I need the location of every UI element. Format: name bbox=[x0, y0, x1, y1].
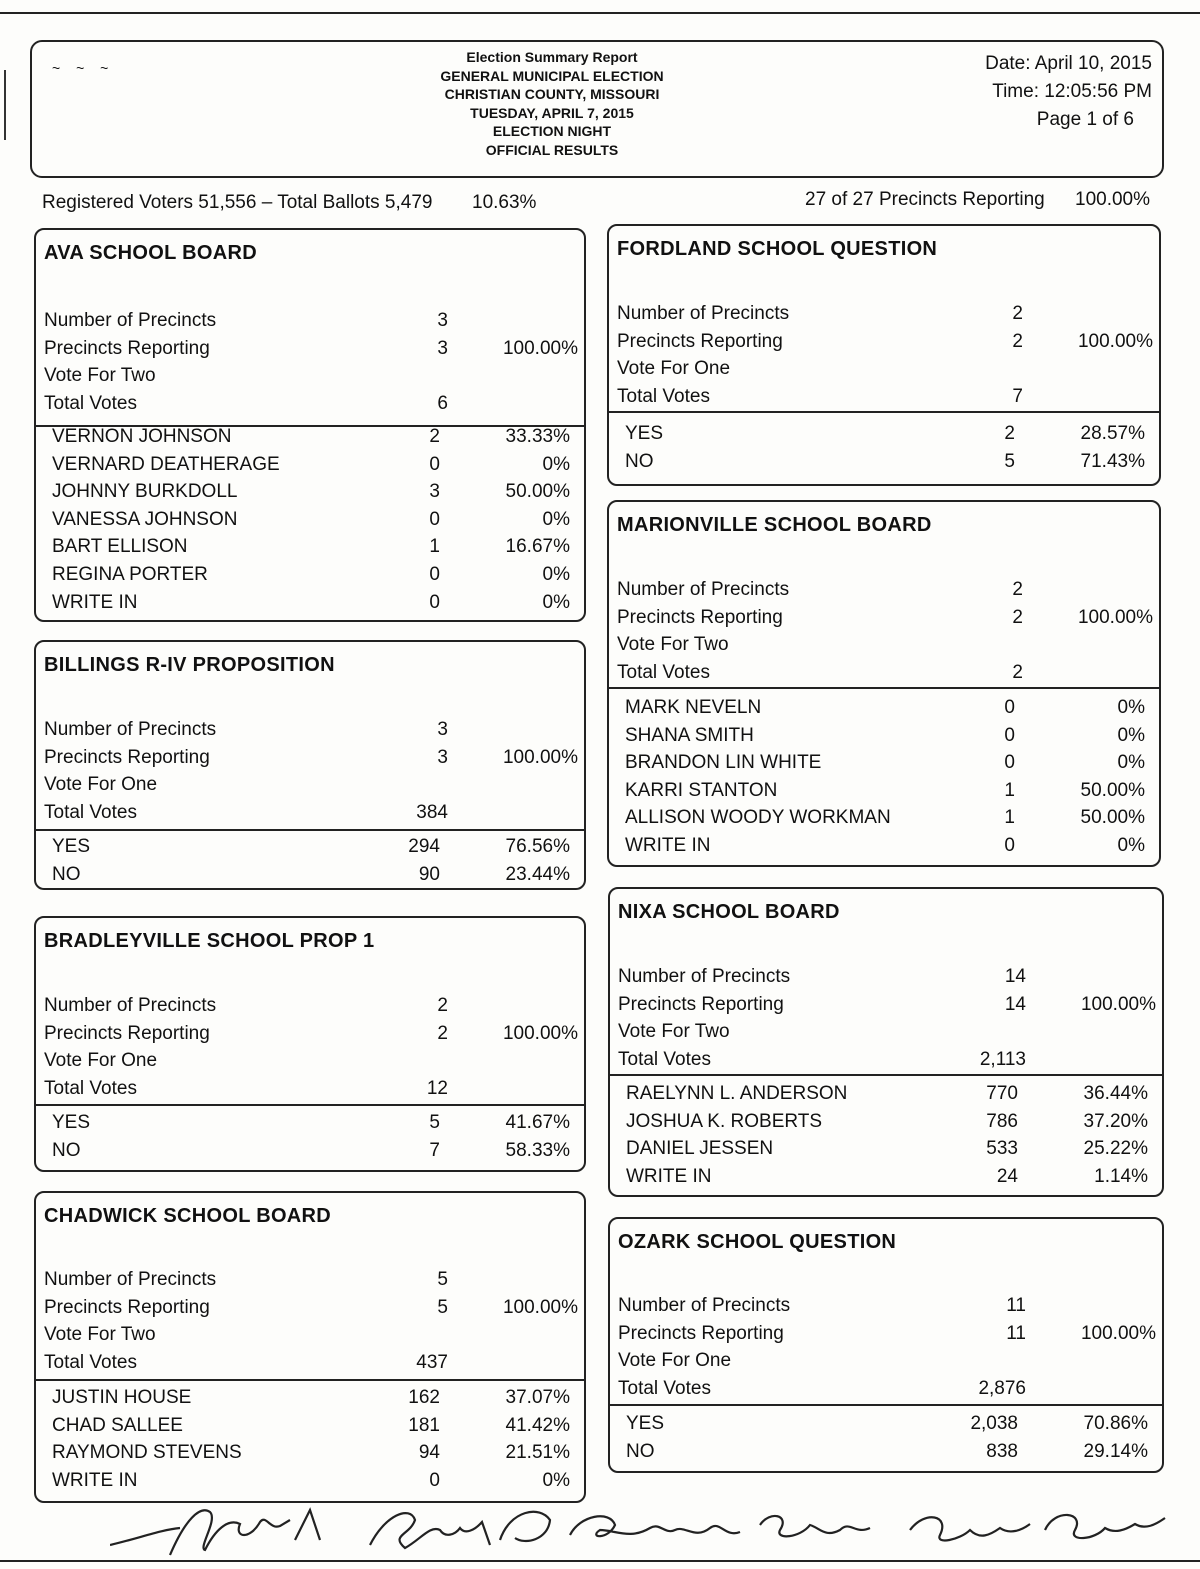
stat-value: 11 bbox=[1006, 1295, 1026, 1316]
stat-label: Number of Precincts bbox=[44, 1269, 217, 1290]
results-divider bbox=[36, 1104, 584, 1106]
vote-percent: 50.00% bbox=[1080, 807, 1145, 829]
report-header bbox=[30, 40, 1164, 178]
vote-count: 0 bbox=[429, 564, 440, 585]
result-row bbox=[52, 479, 570, 505]
stat-row bbox=[618, 1293, 1156, 1319]
vote-percent: 50.00% bbox=[505, 481, 570, 503]
stat-value: 3 bbox=[437, 310, 448, 331]
contest-title: MARIONVILLE SCHOOL BOARD bbox=[617, 514, 932, 536]
stat-label: Number of Precincts bbox=[618, 1295, 791, 1316]
vote-count: 0 bbox=[429, 508, 440, 530]
stat-label: Vote For Two bbox=[44, 365, 156, 387]
choice-name: MARK NEVELN bbox=[625, 697, 762, 718]
stat-row bbox=[44, 363, 578, 389]
contest-title: FORDLAND SCHOOL QUESTION bbox=[617, 238, 938, 260]
stat-value: 2,113 bbox=[979, 1048, 1026, 1070]
vote-percent: 0% bbox=[1117, 752, 1145, 774]
stat-row bbox=[618, 1019, 1156, 1045]
result-row bbox=[52, 507, 570, 533]
stat-label: Vote For One bbox=[44, 774, 158, 796]
stat-percent: 100.00% bbox=[502, 746, 578, 768]
vote-percent: 37.20% bbox=[1083, 1110, 1148, 1132]
vote-percent: 33.33% bbox=[505, 426, 570, 447]
vote-count: 7 bbox=[429, 1139, 440, 1161]
vote-count: 2 bbox=[429, 426, 440, 447]
stat-row bbox=[617, 605, 1153, 631]
election-name: GENERAL MUNICIPAL ELECTION bbox=[440, 67, 664, 84]
choice-name: REGINA PORTER bbox=[52, 564, 208, 585]
stat-percent: 100.00% bbox=[1077, 330, 1153, 352]
result-row bbox=[52, 1110, 570, 1136]
stat-row bbox=[44, 1076, 578, 1102]
result-row bbox=[52, 424, 570, 450]
stat-label: Number of Precincts bbox=[617, 303, 790, 324]
vote-count: 3 bbox=[429, 481, 440, 503]
stat-label: Number of Precincts bbox=[44, 310, 217, 331]
result-row bbox=[52, 1440, 570, 1466]
vote-count: 1 bbox=[1004, 807, 1015, 829]
stat-row bbox=[618, 1321, 1156, 1347]
choice-name: YES bbox=[52, 1112, 91, 1133]
result-row bbox=[52, 1468, 570, 1494]
stat-label: Precincts Reporting bbox=[618, 993, 784, 1015]
vote-count: 1 bbox=[429, 536, 440, 558]
stat-percent: 100.00% bbox=[502, 1022, 578, 1044]
contest-title: BRADLEYVILLE SCHOOL PROP 1 bbox=[44, 930, 375, 952]
result-row bbox=[52, 1138, 570, 1164]
stat-row bbox=[44, 1021, 578, 1047]
vote-count: 0 bbox=[1004, 752, 1015, 774]
vote-percent: 0% bbox=[1117, 835, 1145, 856]
stat-value: 14 bbox=[1004, 966, 1026, 987]
choice-name: BRANDON LIN WHITE bbox=[625, 752, 822, 774]
choice-name: VERNARD DEATHERAGE bbox=[52, 453, 280, 475]
stat-percent: 100.00% bbox=[1077, 606, 1153, 628]
result-row bbox=[626, 1109, 1148, 1135]
vote-count: 0 bbox=[1004, 697, 1015, 718]
vote-count: 2 bbox=[1004, 423, 1015, 444]
result-row bbox=[625, 805, 1145, 831]
vote-count: 533 bbox=[986, 1138, 1018, 1160]
results-divider bbox=[609, 687, 1159, 689]
stat-value: 11 bbox=[1006, 1322, 1026, 1344]
stat-row bbox=[44, 391, 578, 417]
choice-name: JOHNNY BURKDOLL bbox=[52, 481, 238, 503]
vote-count: 1 bbox=[1004, 779, 1015, 801]
stat-label: Vote For One bbox=[618, 1350, 732, 1372]
vote-count: 0 bbox=[429, 1469, 440, 1491]
stat-value: 2 bbox=[1012, 303, 1023, 324]
results-divider bbox=[610, 1404, 1162, 1406]
results-status: OFFICIAL RESULTS bbox=[485, 141, 619, 158]
stat-label: Vote For One bbox=[44, 1050, 158, 1072]
stat-label: Total Votes bbox=[44, 801, 137, 823]
stat-label: Precincts Reporting bbox=[44, 337, 210, 359]
stat-value: 2 bbox=[437, 995, 448, 1016]
stat-percent: 100.00% bbox=[1080, 1322, 1156, 1344]
vote-percent: 0% bbox=[542, 1469, 570, 1491]
stat-label: Total Votes bbox=[618, 1377, 711, 1399]
result-row bbox=[52, 834, 570, 860]
vote-percent: 41.42% bbox=[505, 1414, 570, 1436]
contest-section bbox=[34, 1191, 586, 1503]
bottom-rule bbox=[0, 1560, 1200, 1562]
stat-label: Total Votes bbox=[44, 1077, 137, 1099]
result-row bbox=[52, 534, 570, 560]
choice-name: SHANA SMITH bbox=[625, 724, 754, 746]
vote-count: 838 bbox=[986, 1440, 1018, 1462]
stat-label: Precincts Reporting bbox=[44, 1022, 210, 1044]
result-row bbox=[626, 1081, 1148, 1107]
result-row bbox=[52, 862, 570, 888]
result-row bbox=[626, 1411, 1148, 1437]
report-type: ELECTION NIGHT bbox=[492, 123, 612, 139]
stat-row bbox=[44, 800, 578, 826]
stat-row bbox=[617, 660, 1153, 686]
vote-count: 770 bbox=[986, 1083, 1018, 1104]
stat-label: Total Votes bbox=[617, 385, 710, 407]
result-row bbox=[52, 1385, 570, 1411]
stat-value: 5 bbox=[437, 1269, 448, 1290]
stat-value: 3 bbox=[437, 337, 448, 359]
stat-label: Number of Precincts bbox=[617, 579, 790, 600]
vote-percent: 58.33% bbox=[505, 1139, 570, 1161]
vote-count: 786 bbox=[986, 1110, 1018, 1132]
vote-count: 5 bbox=[1004, 450, 1015, 472]
stat-value: 2 bbox=[1012, 661, 1023, 683]
choice-name: VANESSA JOHNSON bbox=[52, 508, 238, 530]
election-date: TUESDAY, APRIL 7, 2015 bbox=[470, 104, 634, 121]
contest-title: CHADWICK SCHOOL BOARD bbox=[44, 1205, 332, 1227]
vote-percent: 25.22% bbox=[1083, 1138, 1148, 1160]
report-time: Time: 12:05:56 PM bbox=[992, 81, 1152, 102]
vote-percent: 23.44% bbox=[505, 863, 570, 885]
choice-name: YES bbox=[52, 836, 91, 857]
stat-value: 2,876 bbox=[978, 1377, 1026, 1399]
vote-percent: 71.43% bbox=[1080, 450, 1145, 472]
vote-count: 181 bbox=[408, 1414, 440, 1436]
result-row bbox=[625, 833, 1145, 859]
vote-percent: 0% bbox=[542, 591, 570, 613]
vote-percent: 41.67% bbox=[505, 1112, 570, 1133]
vote-percent: 0% bbox=[1117, 724, 1145, 746]
contest-section bbox=[34, 228, 586, 622]
choice-name: NO bbox=[52, 1139, 81, 1161]
stat-row bbox=[44, 1048, 578, 1074]
precincts-reporting: 27 of 27 Precincts Reporting bbox=[805, 189, 1045, 210]
stat-value: 3 bbox=[437, 719, 448, 740]
stat-label: Vote For One bbox=[617, 358, 731, 380]
stat-value: 2 bbox=[437, 1022, 448, 1044]
results-divider bbox=[36, 829, 584, 831]
vote-count: 90 bbox=[418, 863, 440, 885]
contest-title: BILLINGS R-IV PROPOSITION bbox=[44, 654, 335, 676]
stat-row bbox=[618, 1376, 1156, 1402]
result-row bbox=[625, 695, 1145, 721]
choice-name: CHAD SALLEE bbox=[52, 1414, 183, 1436]
choice-name: BART ELLISON bbox=[52, 536, 188, 558]
report-title: Election Summary Report bbox=[466, 49, 638, 65]
choice-name: NO bbox=[625, 450, 654, 472]
top-rule bbox=[0, 0, 1200, 14]
stat-label: Total Votes bbox=[44, 392, 137, 414]
stat-label: Number of Precincts bbox=[618, 966, 791, 987]
turnout-percent: 10.63% bbox=[472, 192, 537, 213]
stat-row bbox=[618, 1348, 1156, 1374]
choice-name: ALLISON WOODY WORKMAN bbox=[625, 807, 891, 829]
vote-count: 5 bbox=[429, 1112, 440, 1133]
choice-name: RAYMOND STEVENS bbox=[52, 1442, 242, 1464]
choice-name: VERNON JOHNSON bbox=[52, 426, 232, 447]
stat-label: Precincts Reporting bbox=[44, 1296, 210, 1318]
stat-value: 2 bbox=[1012, 606, 1023, 628]
vote-count: 24 bbox=[996, 1165, 1018, 1187]
stat-value: 437 bbox=[416, 1351, 448, 1373]
contest-title: AVA SCHOOL BOARD bbox=[44, 242, 257, 264]
choice-name: NO bbox=[626, 1440, 655, 1462]
result-row bbox=[625, 778, 1145, 804]
result-row bbox=[625, 449, 1145, 475]
vote-percent: 0% bbox=[542, 564, 570, 585]
report-title-block bbox=[332, 48, 772, 159]
stat-row bbox=[44, 1267, 578, 1293]
stat-row bbox=[44, 308, 578, 334]
stat-value: 384 bbox=[416, 801, 448, 823]
stat-row bbox=[44, 745, 578, 771]
result-row bbox=[625, 723, 1145, 749]
results-divider bbox=[36, 1379, 584, 1381]
stat-value: 5 bbox=[437, 1296, 448, 1318]
stat-label: Vote For Two bbox=[617, 634, 729, 656]
result-row bbox=[625, 421, 1145, 447]
choice-name: WRITE IN bbox=[52, 591, 138, 613]
contest-title: OZARK SCHOOL QUESTION bbox=[618, 1231, 897, 1253]
vote-percent: 29.14% bbox=[1083, 1440, 1148, 1462]
stat-label: Total Votes bbox=[617, 661, 710, 683]
contest-title: NIXA SCHOOL BOARD bbox=[618, 901, 840, 923]
contest-section bbox=[34, 916, 586, 1172]
contest-section bbox=[608, 887, 1164, 1197]
contest-section bbox=[34, 640, 586, 890]
stat-row bbox=[617, 384, 1153, 410]
results-divider bbox=[609, 411, 1159, 413]
stat-percent: 100.00% bbox=[1080, 993, 1156, 1015]
stat-label: Precincts Reporting bbox=[618, 1322, 784, 1344]
result-row bbox=[626, 1136, 1148, 1162]
stat-row bbox=[44, 1322, 578, 1348]
result-row bbox=[52, 590, 570, 616]
stat-label: Number of Precincts bbox=[44, 995, 217, 1016]
vote-count: 0 bbox=[1004, 724, 1015, 746]
stat-row bbox=[44, 993, 578, 1019]
choice-name: WRITE IN bbox=[626, 1165, 712, 1187]
stat-label: Precincts Reporting bbox=[617, 606, 783, 628]
result-row bbox=[52, 452, 570, 478]
choice-name: WRITE IN bbox=[625, 835, 711, 856]
vote-percent: 1.14% bbox=[1094, 1165, 1148, 1187]
stat-row bbox=[617, 632, 1153, 658]
vote-count: 0 bbox=[429, 591, 440, 613]
stat-label: Precincts Reporting bbox=[44, 746, 210, 768]
vote-percent: 28.57% bbox=[1080, 423, 1145, 444]
vote-count: 162 bbox=[408, 1387, 440, 1408]
vote-count: 94 bbox=[418, 1442, 440, 1464]
stat-row bbox=[44, 717, 578, 743]
vote-count: 2,038 bbox=[970, 1413, 1018, 1434]
precincts-reporting-percent: 100.00% bbox=[1075, 189, 1151, 210]
vote-percent: 0% bbox=[542, 453, 570, 475]
vote-percent: 21.51% bbox=[505, 1442, 570, 1464]
vote-percent: 0% bbox=[1117, 697, 1145, 718]
stat-row bbox=[44, 1350, 578, 1376]
choice-name: WRITE IN bbox=[52, 1469, 138, 1491]
county-name: CHRISTIAN COUNTY, MISSOURI bbox=[444, 86, 660, 102]
scan-edge-mark bbox=[4, 70, 6, 140]
contest-section bbox=[607, 500, 1161, 867]
stat-value: 2 bbox=[1012, 330, 1023, 352]
choice-name: YES bbox=[626, 1413, 665, 1434]
results-divider bbox=[610, 1074, 1162, 1076]
stat-value: 6 bbox=[437, 392, 448, 414]
stat-row bbox=[617, 301, 1153, 327]
stat-row bbox=[617, 577, 1153, 603]
stat-row bbox=[44, 772, 578, 798]
choice-name: JOSHUA K. ROBERTS bbox=[626, 1110, 823, 1132]
result-row bbox=[52, 562, 570, 588]
page-number: Page 1 of 6 bbox=[1036, 109, 1134, 130]
result-row bbox=[52, 1413, 570, 1439]
result-row bbox=[625, 750, 1145, 776]
stat-row bbox=[617, 329, 1153, 355]
official-signatures bbox=[110, 1500, 1170, 1560]
stat-label: Vote For Two bbox=[618, 1021, 730, 1043]
stat-value: 7 bbox=[1012, 385, 1023, 407]
vote-percent: 37.07% bbox=[505, 1387, 570, 1408]
choice-name: KARRI STANTON bbox=[625, 779, 778, 801]
stat-row bbox=[618, 1047, 1156, 1073]
contest-section bbox=[608, 1217, 1164, 1473]
result-row bbox=[626, 1439, 1148, 1465]
vote-percent: 36.44% bbox=[1083, 1083, 1148, 1104]
report-date: Date: April 10, 2015 bbox=[985, 53, 1152, 74]
choice-name: RAELYNN L. ANDERSON bbox=[626, 1083, 848, 1104]
stat-label: Total Votes bbox=[618, 1048, 711, 1070]
stat-row bbox=[44, 1295, 578, 1321]
vote-percent: 0% bbox=[542, 508, 570, 530]
registered-voters: Registered Voters 51,556 – Total Ballots 5,479 bbox=[42, 192, 433, 213]
stat-row bbox=[617, 356, 1153, 382]
vote-percent: 16.67% bbox=[505, 536, 570, 558]
stat-value: 3 bbox=[437, 746, 448, 768]
vote-percent: 76.56% bbox=[505, 836, 570, 857]
vote-count: 294 bbox=[408, 836, 440, 857]
stat-percent: 100.00% bbox=[502, 337, 578, 359]
choice-name: DANIEL JESSEN bbox=[626, 1138, 774, 1160]
stat-value: 2 bbox=[1012, 579, 1023, 600]
result-row bbox=[626, 1164, 1148, 1190]
contest-section bbox=[607, 224, 1161, 486]
stat-row bbox=[618, 964, 1156, 990]
choice-name: NO bbox=[52, 863, 81, 885]
vote-percent: 50.00% bbox=[1080, 779, 1145, 801]
report-meta bbox=[985, 50, 1152, 134]
stat-percent: 100.00% bbox=[502, 1296, 578, 1318]
vote-count: 0 bbox=[429, 453, 440, 475]
stat-label: Total Votes bbox=[44, 1351, 137, 1373]
vote-percent: 70.86% bbox=[1083, 1413, 1148, 1434]
stat-label: Precincts Reporting bbox=[617, 330, 783, 352]
choice-name: YES bbox=[625, 423, 664, 444]
stat-label: Number of Precincts bbox=[44, 719, 217, 740]
stat-row bbox=[618, 992, 1156, 1018]
header-scan-mark: ~ ~ ~ bbox=[52, 60, 115, 76]
stat-value: 12 bbox=[426, 1077, 448, 1099]
stat-row bbox=[44, 336, 578, 362]
vote-count: 0 bbox=[1004, 835, 1015, 856]
choice-name: JUSTIN HOUSE bbox=[52, 1387, 192, 1408]
stat-value: 14 bbox=[1004, 993, 1026, 1015]
stat-label: Vote For Two bbox=[44, 1324, 156, 1346]
